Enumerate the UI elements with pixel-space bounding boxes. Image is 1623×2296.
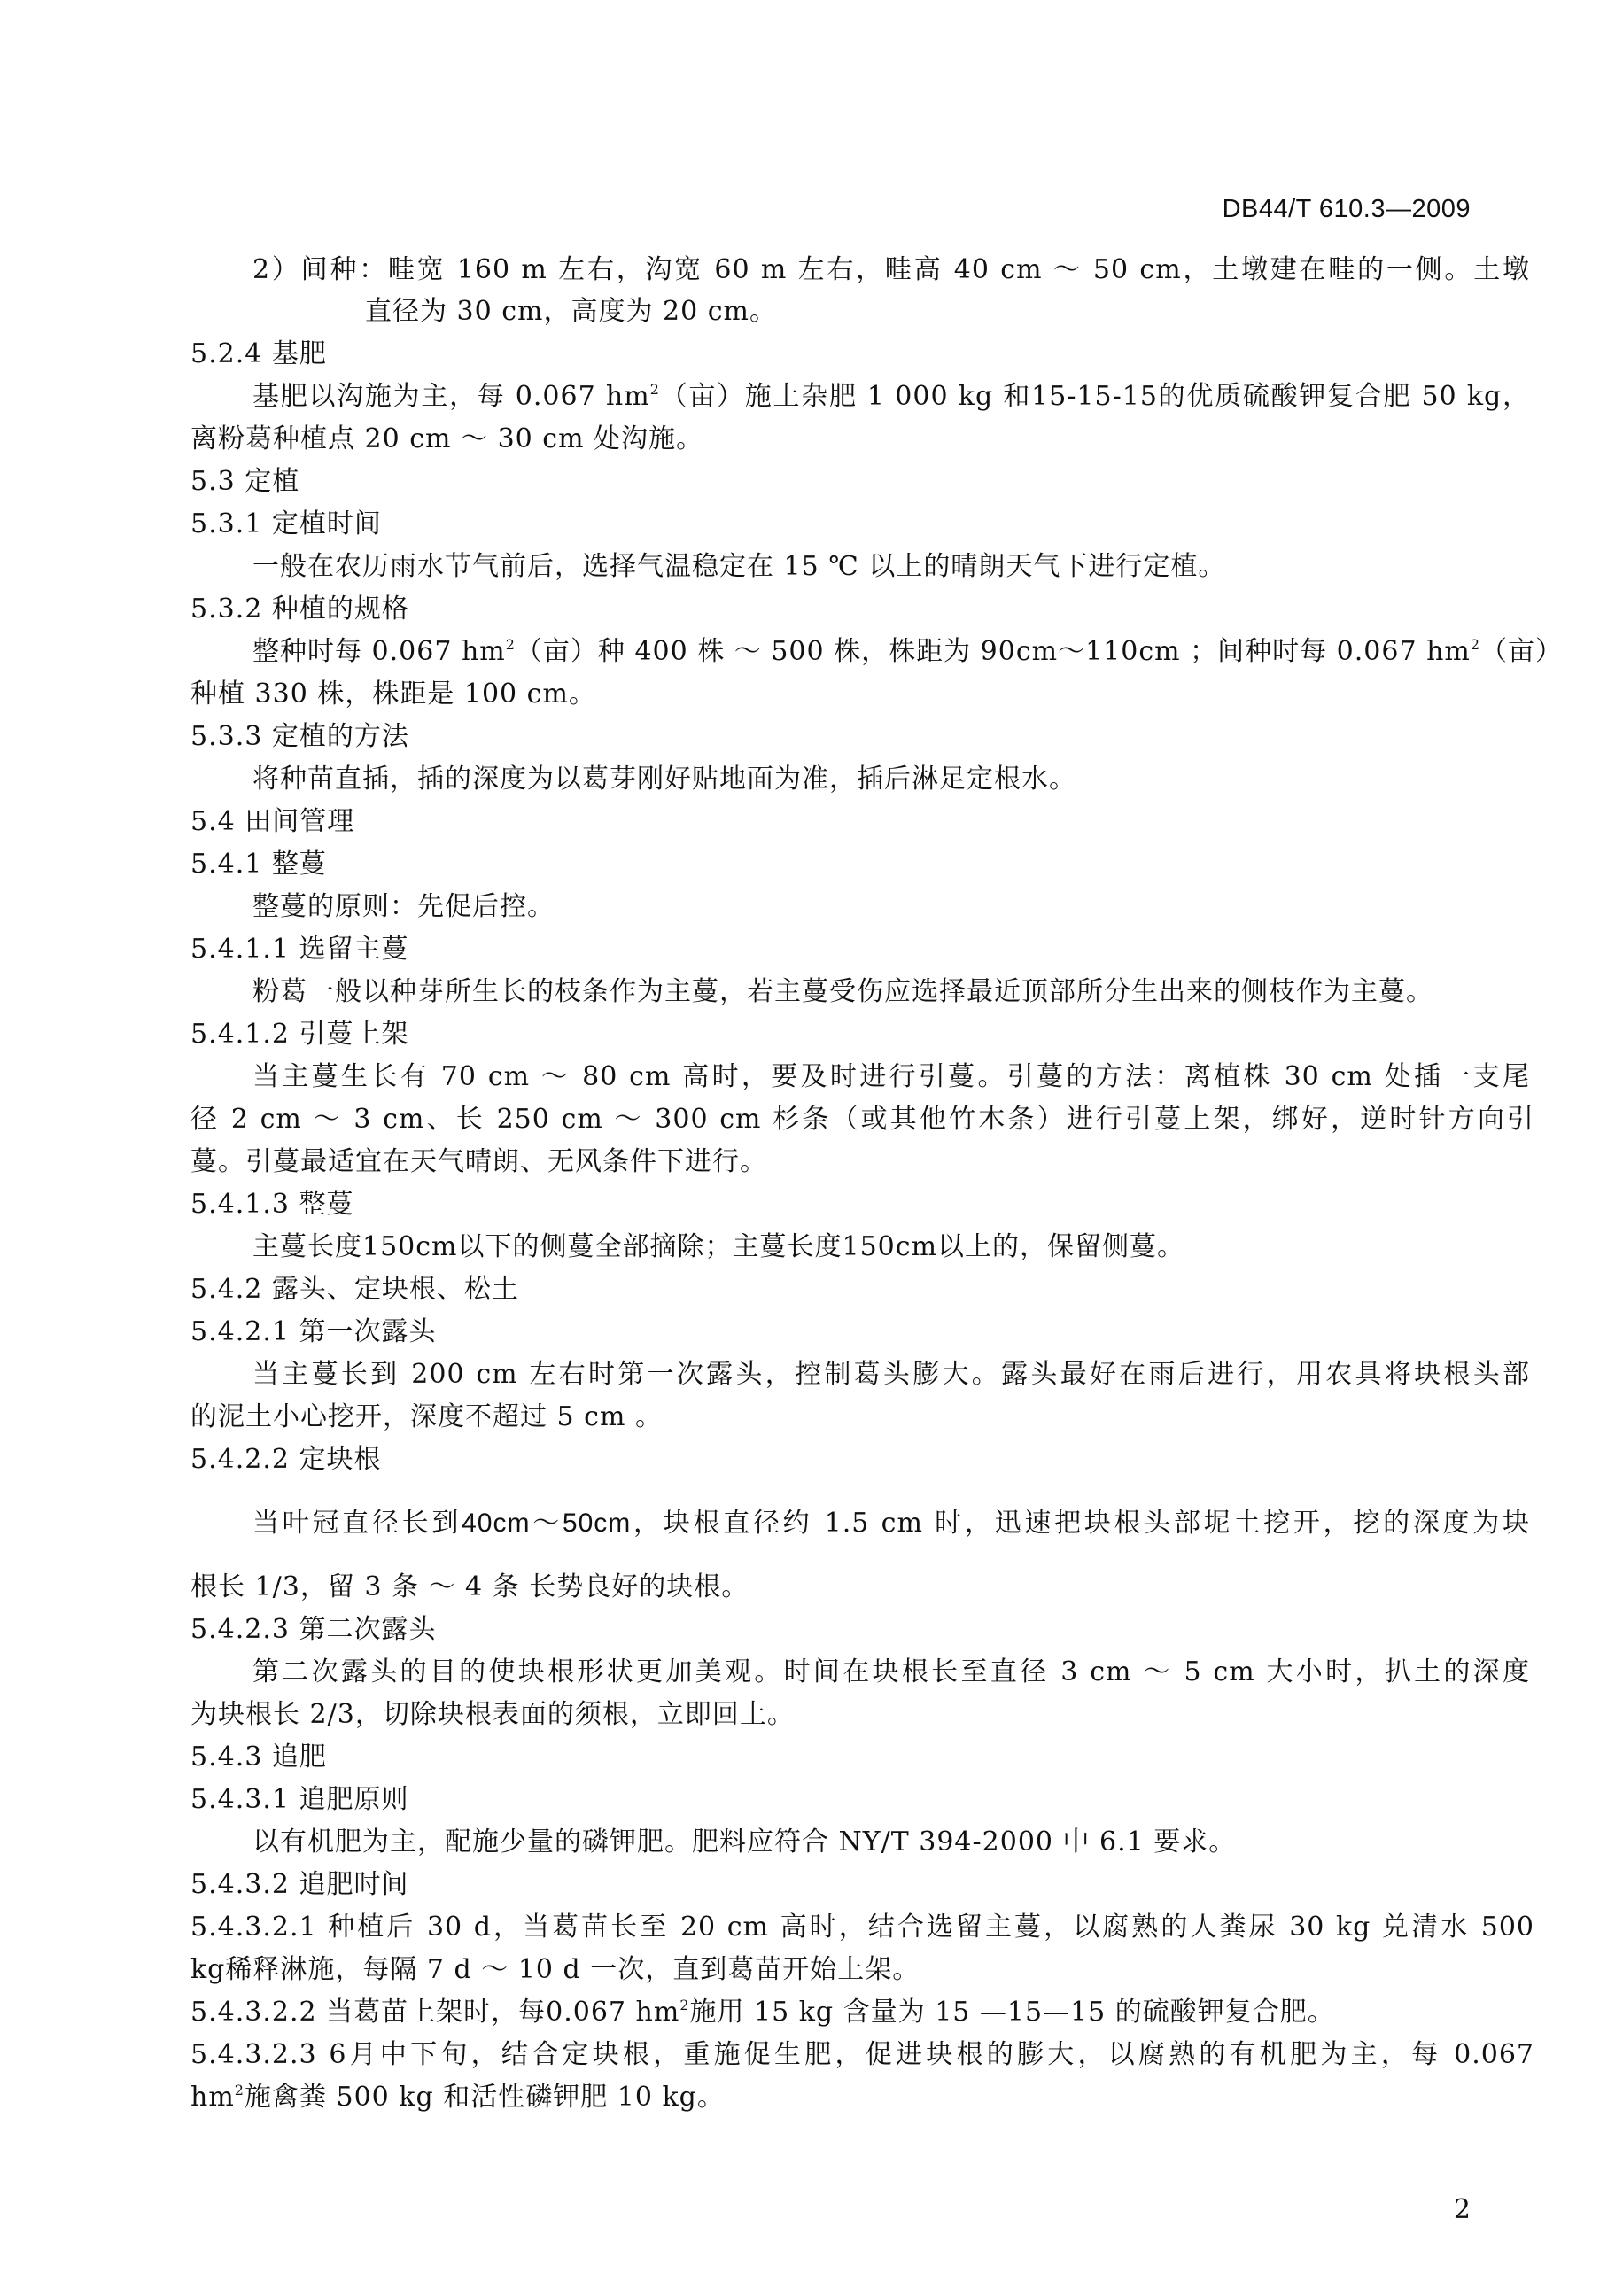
text-line: 种植 330 株，株距是 100 cm。 — [190, 679, 596, 710]
text-line: 蔓。引蔓最适宜在天气晴朗、无风条件下进行。 — [190, 1146, 767, 1177]
section-heading-5-3-3: 5.3.3 定植的方法 — [190, 721, 409, 752]
section-heading-5-4-2: 5.4.2 露头、定块根、松土 — [190, 1274, 519, 1305]
section-heading-5-4-2-3: 5.4.2.3 第二次露头 — [190, 1614, 437, 1645]
text-line: 当叶冠直径长到40cm～50cm，块根直径约 1.5 cm 时，迅速把块根头部坭土挖开，挖的深度为块 — [252, 1508, 1531, 1539]
text-line: $hm^2$施禽粪 500 kg 和活性磷钾肥 10 kg。 — [190, 2082, 725, 2113]
text-line: 一般在农历雨水节气前后，选择气温稳定在 15 ℃ 以上的晴朗天气下进行定植。 — [252, 551, 1226, 582]
section-heading-5-4-1-1: 5.4.1.1 选留主蔓 — [190, 934, 409, 965]
section-heading-5-4-3-2: 5.4.3.2 追肥时间 — [190, 1869, 409, 1900]
text-line: 径 2 cm ～ 3 cm、长 250 cm ～ 300 cm 杉条（或其他竹木条）进行引蔓上架，绑好，逆时针方向引 — [190, 1104, 1534, 1135]
text-line: 整蔓的原则：先促后控。 — [252, 891, 555, 922]
text-line: 2）间种：畦宽 160 m 左右，沟宽 60 m 左右，畦高 40 cm ～ 50 cm，土墩建在畦的一侧。土墩 — [252, 254, 1530, 285]
text-line: 将种苗直插，插的深度为以葛芽刚好贴地面为准，插后淋足定根水。 — [252, 764, 1076, 795]
text-line: 根长 1/3，留 3 条 ～ 4 条 长势良好的块根。 — [190, 1571, 749, 1602]
text-line: 整种时每 0.067 $hm^2$（亩）种 400 株 ～ 500 株，株距为 90cm～110cm ；间种时每 0.067 $hm^2$（亩） — [252, 636, 1564, 667]
section-heading-5-3: 5.3 定植 — [190, 466, 300, 497]
section-heading-5-3-2: 5.3.2 种植的规格 — [190, 593, 409, 624]
text-line: 基肥以沟施为主，每 0.067 $hm^2$（亩）施土杂肥 1 000 kg 和15-15-15的优质硫酸钾复合肥 50 kg， — [252, 381, 1530, 412]
text-line: 5.4.3.2.3 6月中下旬，结合定块根，重施促生肥，促进块根的膨大，以腐熟的有机肥为主，每 0.067 — [190, 2039, 1534, 2070]
section-heading-5-4: 5.4 田间管理 — [190, 806, 355, 837]
section-heading-5-4-2-2: 5.4.2.2 定块根 — [190, 1444, 382, 1475]
text-line: kg稀释淋施，每隔 7 d ～ 10 d 一次，直到葛苗开始上架。 — [190, 1954, 920, 1985]
text-line: 5.4.3.2.2 当葛苗上架时，每0.067 $hm^2$施用 15 kg 含量为 15 —15—15 的硫酸钾复合肥。 — [190, 1997, 1335, 2028]
section-heading-5-4-3: 5.4.3 追肥 — [190, 1741, 327, 1772]
doc-code-header: DB44/T 610.3—2009 — [1222, 195, 1471, 223]
text-line: 当主蔓生长有 70 cm ～ 80 cm 高时，要及时进行引蔓。引蔓的方法：离植株 30 cm 处插一支尾 — [252, 1061, 1530, 1092]
text-line: 主蔓长度150cm以下的侧蔓全部摘除；主蔓长度150cm以上的，保留侧蔓。 — [252, 1231, 1185, 1262]
text-line: 离粉葛种植点 20 cm ～ 30 cm 处沟施。 — [190, 423, 704, 454]
section-heading-5-4-1-2: 5.4.1.2 引蔓上架 — [190, 1019, 409, 1050]
section-heading-5-3-1: 5.3.1 定植时间 — [190, 508, 382, 539]
section-heading-5-4-2-1: 5.4.2.1 第一次露头 — [190, 1316, 437, 1347]
text-line: 第二次露头的目的使块根形状更加美观。时间在块根长至直径 3 cm ～ 5 cm 大小时，扒土的深度 — [252, 1656, 1530, 1687]
text-line: 粉葛一般以种芽所生长的枝条作为主蔓，若主蔓受伤应选择最近顶部所分生出来的侧枝作为主蔓。 — [252, 976, 1433, 1007]
section-heading-5-4-3-1: 5.4.3.1 追肥原则 — [190, 1784, 409, 1815]
text-line: 直径为 30 cm，高度为 20 cm。 — [365, 296, 777, 327]
section-heading-5-4-1-3: 5.4.1.3 整蔓 — [190, 1189, 354, 1220]
section-heading-5-2-4: 5.2.4 基肥 — [190, 338, 327, 369]
text-line: 的泥土小心挖开，深度不超过 5 cm 。 — [190, 1401, 663, 1432]
text-line: 当主蔓长到 200 cm 左右时第一次露头，控制葛头膨大。露头最好在雨后进行，用农具将块根头部 — [252, 1359, 1530, 1390]
section-heading-5-4-1: 5.4.1 整蔓 — [190, 849, 327, 880]
text-line: 为块根长 2/3，切除块根表面的须根，立即回土。 — [190, 1699, 795, 1730]
page-number: 2 — [1453, 2194, 1471, 2225]
text-line: 以有机肥为主，配施少量的磷钾肥。肥料应符合 NY/T 394-2000 中 6.1 要求。 — [252, 1827, 1237, 1858]
text-line: 5.4.3.2.1 种植后 30 d，当葛苗长至 20 cm 高时，结合选留主蔓，以腐熟的人粪尿 30 kg 兑清水 500 — [190, 1912, 1534, 1943]
